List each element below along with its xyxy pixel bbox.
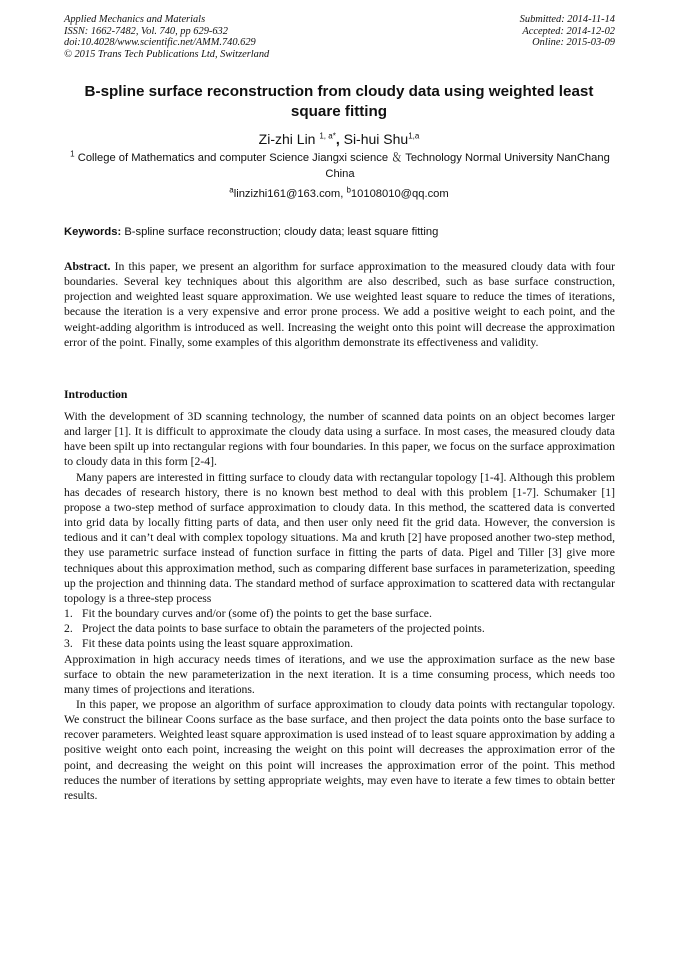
list-number: 2.	[64, 622, 73, 636]
list-item	[64, 606, 615, 621]
affiliation-marker: 1	[70, 149, 75, 159]
paper-title: B-spline surface reconstruction from cloudy data using weighted least square fitting	[84, 83, 594, 120]
author-line	[0, 130, 678, 148]
keywords-text: B-spline surface reconstruction; cloudy data; least square fitting	[124, 226, 439, 238]
list-text: Project the data points to base surface to obtain the parameters of the projected points.	[82, 622, 485, 636]
journal-issn: ISSN: 1662-7482, Vol. 740, pp 629-632	[64, 25, 228, 37]
submitted-date: Submitted: 2014-11-14	[519, 14, 615, 25]
journal-doi: doi:10.4028/www.scientific.net/AMM.740.629	[64, 37, 256, 49]
email-line	[0, 187, 678, 201]
journal-name: Applied Mechanics and Materials	[64, 14, 206, 25]
online-date: Online: 2015-03-09	[532, 37, 615, 49]
affiliation	[58, 150, 622, 182]
author-1-affil: 1, a*	[319, 131, 336, 141]
keywords-label: Keywords:	[64, 226, 122, 238]
journal-copyright: © 2015 Trans Tech Publications Ltd, Switzerland	[64, 48, 270, 60]
list-number: 1.	[64, 607, 73, 621]
author-2: Si-hui Shu	[343, 131, 409, 147]
email-b-marker: b	[346, 185, 351, 195]
paragraph: With the development of 3D scanning technology, the number of scanned data points on an object becomes larger and larger [1]. It is difficult to approximate the cloudy data using a surface. In most cases, the measured cloudy data have been spilt up into rectangular regions with four boundaries. In this paper, we focus on the surface approximation to cloudy data in this form [2-4].	[64, 410, 615, 469]
list-item	[64, 636, 615, 651]
abstract-text: In this paper, we present an algorithm for surface approximation to the measured cloudy data with four boundaries. Several key techniques about this algorithm are also described, such as base surface construction, projection and weighted least square approximation. We use weighted least square to reduce the times of iterations, because the iteration is a very expensive and error prone process. We add a positive weight to each point, and the weight-adding algorithm is introduced as well. Increasing the weight onto this point will decrease the approximation error of the point. Finally, some examples of this algorithm demonstrate its effectiveness and validity.	[64, 260, 616, 349]
affiliation-text: College of Mathematics and computer Science Jiangxi science ＆ Technology Normal University NanChang China	[77, 152, 610, 180]
author-1: Zi-zhi Lin	[258, 131, 316, 147]
list-text: Fit the boundary curves and/or (some of) the points to get the base surface.	[82, 607, 432, 621]
email-b: 10108010@qq.com	[350, 188, 449, 200]
author-separator: ,	[335, 131, 340, 147]
paragraph: Approximation in high accuracy needs times of iterations, and we use the approximation surface as the new base surface to obtain the new parameterization in the next iteration. It is a time consuming process, which needs too many times of projections and iterations.	[64, 652, 615, 696]
paragraph: In this paper, we propose an algorithm of surface approximation to cloudy data points with rectangular topology. We construct the bilinear Coons surface as the base surface, and then project the data points onto the base surface to recover parameters. Weighted least square approximation is used instead of to least square approximation by adding a positive weight onto each point, increasing the weight on this point will decreases the approximation error of the point, and decreasing the weight on this point will increases the approximation error of the point. This method reduces the number of iterations by setting appropriate weights, may even have to iterate a few times to obtain better results.	[64, 697, 615, 802]
list-text: Fit these data points using the least square approximation.	[82, 637, 354, 651]
list-number: 3.	[64, 637, 73, 651]
author-2-affil: 1,a	[408, 131, 420, 141]
abstract	[64, 259, 615, 350]
introduction-heading: Introduction	[64, 388, 128, 401]
introduction-body	[64, 409, 615, 803]
list-item	[64, 621, 615, 636]
journal-header	[64, 14, 269, 60]
step-list	[64, 606, 615, 651]
paragraph: Many papers are interested in fitting surface to cloudy data with rectangular topology [1-4]. Although this problem has decades of research history, there is no known best method to deal with this problem [1-7]. Schumaker [1] propose a two-step method of surface approximation to cloudy data. In this method, the scattered data is converted into grid data by locally fitting parts of data, and then user only need fit the grid data. However, the conversion is tedious and it can’t deal with complex topology situations. Ma and kruth [2] have proposed another two-step method, they use parametric surface instead of function surface in fitting the parts of data. Pigel and Tiller [3] give more techniques about this approximation method, such as comparing different base surfaces in parameterization, speeding up the projection and thinning data. The standard method of surface approximation to scattered data with rectangular topology is a three-step process	[64, 470, 615, 605]
email-a-marker: a	[229, 185, 234, 195]
keywords	[64, 225, 616, 239]
accepted-date: Accepted: 2014-12-02	[522, 25, 615, 37]
dates-header	[520, 14, 615, 49]
email-a: linzizhi161@163.com,	[233, 188, 347, 200]
abstract-label: Abstract.	[64, 260, 111, 273]
